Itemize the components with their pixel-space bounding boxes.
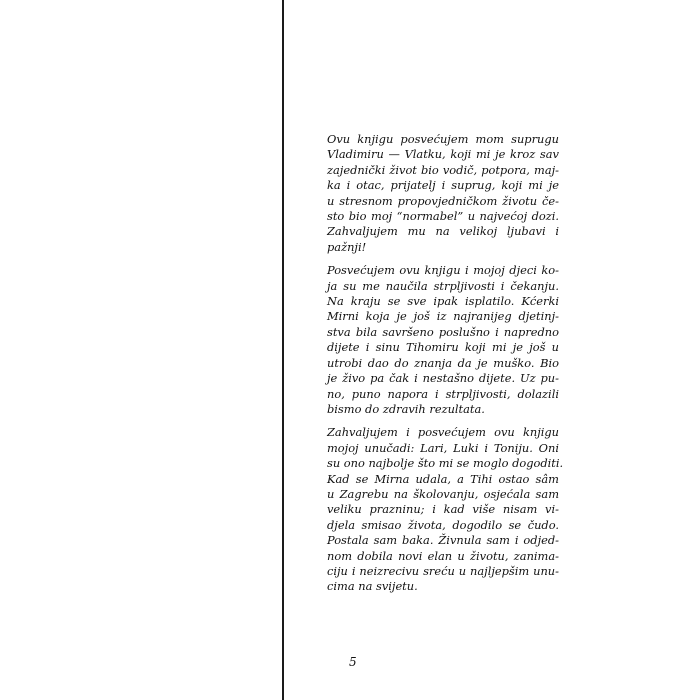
text-line: ja su me naučila strpljivosti i čekanju. [327, 278, 559, 293]
dedication-paragraph-3 [327, 425, 564, 594]
text-line: Na kraju se sve ipak isplatilo. Kćerki [327, 294, 559, 309]
text-line: Mirni koja je još iz najranijeg djetinj- [327, 309, 559, 324]
text-line: utrobi dao do znanja da je muško. Bio [327, 355, 559, 370]
text-line: je živo pa čak i nestašno dijete. Uz pu- [327, 371, 559, 386]
text-line: Zahvaljujem mu na velikoj ljubavi i [327, 224, 559, 239]
text-line: Ovu knjigu posvećujem mom suprugu [327, 132, 559, 146]
text-line: Zahvaljujem i posvećujem ovu knjigu [327, 425, 559, 440]
dedication-paragraph-1 [327, 132, 559, 255]
text-line: ciju i neizrecivu sreću u najljepšim unu- [327, 563, 559, 578]
page-edge-rule [282, 0, 284, 700]
dedication-text [327, 132, 564, 603]
text-line: pažnji! [327, 239, 367, 254]
text-line: djela smisao života, dogodilo se čudo. [327, 517, 559, 532]
text-line: stva bila savršeno poslušno i napredno [327, 324, 559, 339]
text-line: Posvećujem ovu knjigu i mojoj djeci ko- [327, 263, 559, 278]
text-line: sto bio moj “normabel” u najvećoj dozi. [327, 209, 559, 224]
text-line: Postala sam baka. Živnula sam i odjed- [327, 533, 559, 548]
dedication-paragraph-2 [327, 263, 559, 417]
text-line: u stresnom propovjedničkom životu če- [327, 193, 559, 208]
text-line: su ono najbolje što mi se moglo dogoditi. [327, 456, 564, 471]
text-line: mojoj unučadi: Lari, Luki i Toniju. Oni [327, 440, 559, 455]
text-line: Vladimiru — Vlatku, koji mi je kroz sav [327, 147, 559, 162]
page-number: 5 [349, 655, 357, 669]
text-line: u Zagrebu na školovanju, osjećala sam [327, 486, 559, 501]
text-line: no, puno napora i strpljivosti, dolazili [327, 386, 559, 401]
text-line: nom dobila novi elan u životu, zanima- [327, 548, 559, 563]
text-line: cima na svijetu. [327, 579, 418, 594]
text-line: bismo do zdravih rezultata. [327, 401, 485, 416]
text-line: zajednički život bio vodič, potpora, maj- [327, 162, 559, 177]
text-line: dijete i sinu Tihomiru koji mi je još u [327, 340, 559, 355]
text-line: Kad se Mirna udala, a Tihi ostao sâm [327, 471, 559, 486]
text-line: veliku prazninu; i kad više nisam vi- [327, 502, 559, 517]
text-line: ka i otac, prijatelj i suprug, koji mi je [327, 178, 559, 193]
